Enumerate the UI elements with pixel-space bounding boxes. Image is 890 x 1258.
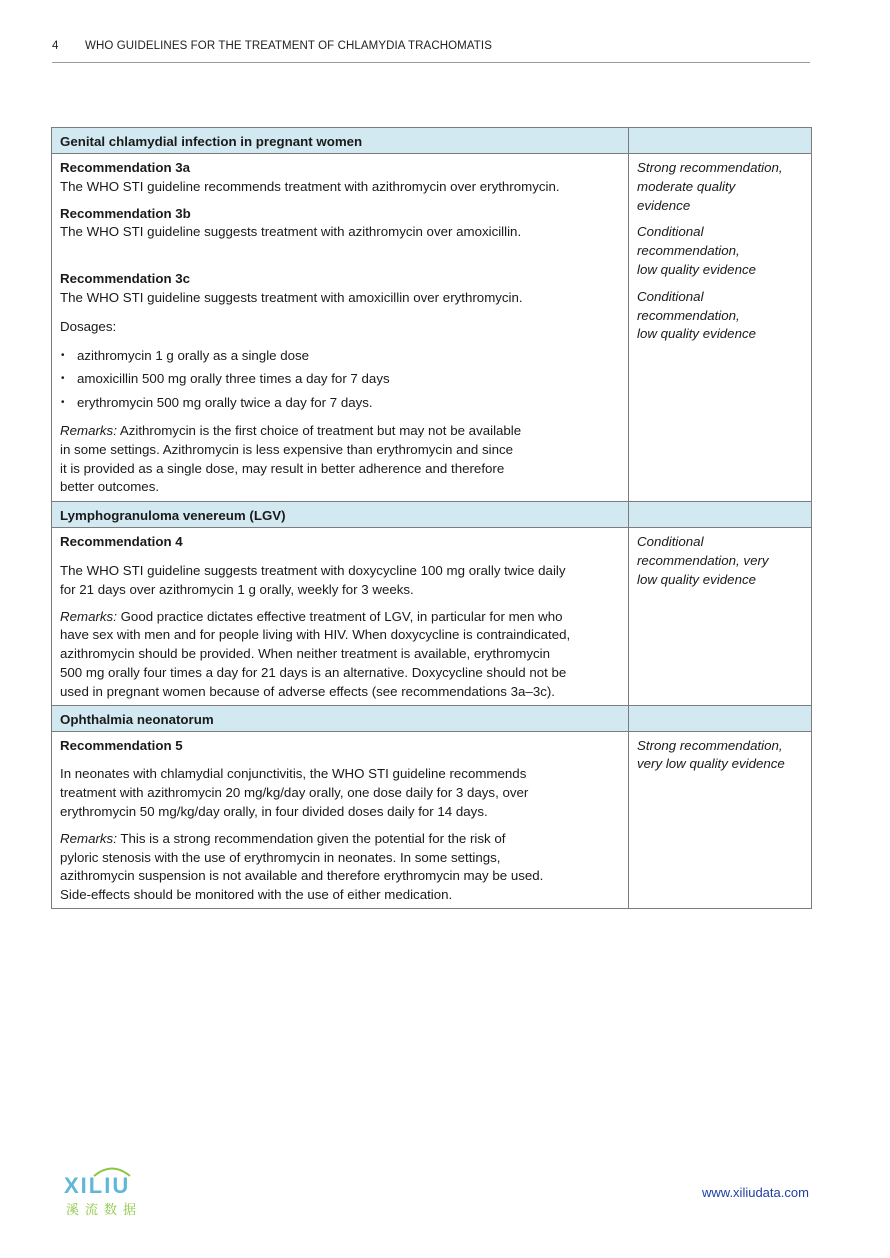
remarks-label: Remarks: xyxy=(60,422,117,438)
section-header-lgv xyxy=(52,502,812,528)
dosage-list xyxy=(60,347,620,413)
remarks-ophthalmia: Remarks: This is a strong recommendation given the potential for the risk of pyloric stenosis with the use of erythromycin in neonates. In some settings, azithromycin suspension is not available and therefore erythromycin may be used. Side-effects should be monitored with the use of either medication. xyxy=(60,830,544,903)
logo-chinese-text: 溪流数据 xyxy=(66,1202,143,1217)
section-body-ophthalmia xyxy=(52,731,812,908)
evidence-3c: Conditional recommendation, low quality evidence xyxy=(637,288,757,342)
remarks-lgv: Remarks: Good practice dictates effective treatment of LGV, in particular for men who have sex with men and for people living with HIV. When doxycycline is contraindicated, azithromycin should be provided. When neither treatment is available, erythromycin 500 mg orally four times a day for 21 days is an alternative. Doxycycline should not be used in pregnant women because of adverse effects (see recommendations 3a–3c). xyxy=(60,608,571,699)
recommendations-table xyxy=(51,127,812,909)
evidence-3a: Strong recommendation, moderate quality evidence xyxy=(637,160,783,213)
section-title: Ophthalmia neonatorum xyxy=(60,711,214,727)
recommendation-4-heading: Recommendation 4 xyxy=(60,534,183,550)
website-link[interactable]: www.xiliudata.com xyxy=(702,1185,809,1200)
running-header xyxy=(52,38,810,63)
recommendation-3a-heading: Recommendation 3a xyxy=(60,160,191,175)
recommendation-5-heading: Recommendation 5 xyxy=(60,737,183,753)
recommendation-3a-text: The WHO STI guideline recommends treatment with azithromycin over erythromycin. xyxy=(60,178,560,194)
evidence-4: Conditional recommendation, very low quality evidence xyxy=(637,534,769,587)
recommendation-4-text: The WHO STI guideline suggests treatment with doxycycline 100 mg orally twice daily for 21 days over azithromycin 1 g orally, weekly for 3 weeks. xyxy=(60,562,566,597)
page-number: 4 xyxy=(52,40,59,52)
section-title: Lymphogranuloma venereum (LGV) xyxy=(60,508,286,524)
evidence-5: Strong recommendation, very low quality evidence xyxy=(637,737,785,772)
list-item: • amoxicillin 500 mg orally three times a day for 7 days xyxy=(60,370,620,389)
recommendation-5-text: In neonates with chlamydial conjunctivitis, the WHO STI guideline recommends treatment with azithromycin 20 mg/kg/day orally, one dose daily for 3 days, over erythromycin 50 mg/kg/day orally, in four divided doses daily for 14 days. xyxy=(60,766,529,819)
dosages-label: Dosages: xyxy=(60,318,117,334)
list-item: • azithromycin 1 g orally as a single dose xyxy=(60,347,620,366)
running-title: WHO GUIDELINES FOR THE TREATMENT OF CHLAMYDIA TRACHOMATIS xyxy=(85,40,492,52)
remarks-label: Remarks: xyxy=(60,830,117,846)
xiliu-logo xyxy=(64,1173,154,1218)
section-title: Genital chlamydial infection in pregnant women xyxy=(60,134,363,149)
evidence-3b: Conditional recommendation, low quality evidence xyxy=(637,224,757,277)
recommendation-3b-text: The WHO STI guideline suggests treatment with azithromycin over amoxicillin. xyxy=(60,224,522,240)
recommendation-3c-text: The WHO STI guideline suggests treatment with amoxicillin over erythromycin. xyxy=(60,289,523,305)
remarks-label: Remarks: xyxy=(60,608,117,624)
logo-text: XILIU xyxy=(64,1173,131,1198)
section-body-lgv xyxy=(52,528,812,705)
list-item: • erythromycin 500 mg orally twice a day for 7 days. xyxy=(60,394,620,413)
section-header-ophthalmia xyxy=(52,705,812,731)
recommendation-3c-heading: Recommendation 3c xyxy=(60,271,191,287)
section-body-pregnant xyxy=(52,154,812,502)
recommendation-3b-heading: Recommendation 3b xyxy=(60,205,191,221)
section-header-pregnant xyxy=(52,128,812,154)
remarks-pregnant: Remarks: Azithromycin is the first choice of treatment but may not be available in some settings. Azithromycin is less expensive than erythromycin and since it is provided as a single dose, may result in better adherence and therefore better outcomes. xyxy=(60,422,522,495)
